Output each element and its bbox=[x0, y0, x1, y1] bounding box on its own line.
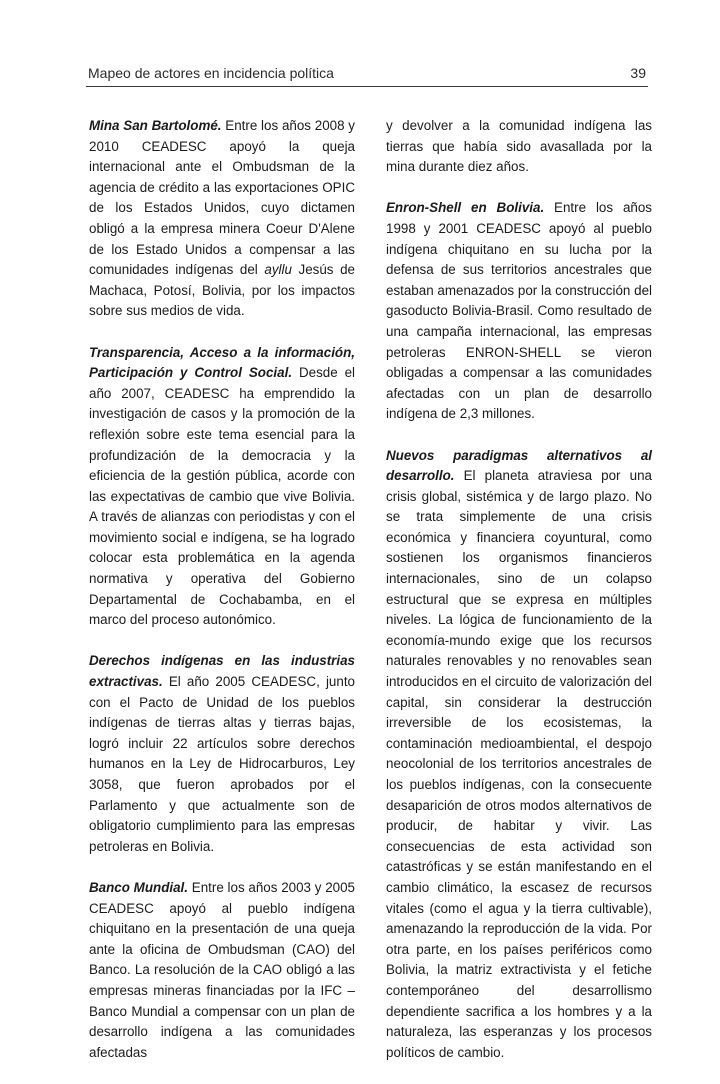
paragraph-text: Desde el año 2007, CEADESC ha emprendido la investigación de casos y la promoción de la reflexión sobre este tema esencial para la profundización de la democracia y la eficiencia de la gestión pública, acorde con las expectativas de cambio que vive Bolivia. A través de alianzas con periodistas y con el movimiento social e indígena, se ha logrado colocar esta problemática en la agenda normativa y operativa del Gobierno Departamental de Cochabamba, en el marco del proceso autonómico. bbox=[89, 365, 355, 628]
paragraph-derechos-indigenas bbox=[89, 651, 355, 857]
paragraph-enron-shell bbox=[386, 198, 652, 425]
paragraph-text: Entre los años 2003 y 2005 CEADESC apoyó al pueblo indígena chiquitano en la presentación de una queja ante la oficina de Ombudsman (CAO) del Banco. La resolución de la CAO obligó a las empresas mineras financiadas por la IFC – Banco Mundial a compensar con un plan de desarrollo indígena a las comunidades afectadas bbox=[89, 879, 355, 1060]
running-header bbox=[86, 60, 648, 87]
right-column bbox=[386, 116, 652, 1084]
page-number: 39 bbox=[630, 65, 646, 81]
paragraph-transparencia bbox=[89, 343, 355, 631]
paragraph-text: Entre los años 2008 y 2010 CEADESC apoyó la queja internacional ante el Ombudsman de la agencia de crédito a las exportaciones OPIC de los Estados Unidos, cuyo dictamen obligó a la empresa minera Coeur D'Alene de los Estado Unidos a compensar a las comunidades indígenas del bbox=[89, 118, 355, 278]
paragraph-banco-mundial bbox=[89, 878, 355, 1063]
header-title: Mapeo de actores en incidencia política bbox=[88, 65, 334, 81]
paragraph-nuevos-paradigmas bbox=[386, 446, 652, 1064]
paragraph-text: El año 2005 CEADESC, junto con el Pacto de Unidad de los pueblos indígenas de tierras altas y tierras bajas, logró incluir 22 artículos sobre derechos humanos en la Ley de Hidrocarburos, Ley 3058, que fueron aprobados por el Parlamento y que actualmente son de obligatorio cumplimiento para las empresas petroleras en Bolivia. bbox=[89, 674, 355, 854]
left-column bbox=[89, 116, 355, 1084]
paragraph-text: Entre los años 1998 y 2001 CEADESC apoyó al pueblo indígena chiquitano en su lucha por la defensa de sus territorios ancestrales que estaban amenazados por la construcción del gasoducto Bolivia-Brasil. Como resultado de una campaña internacional, las empresas petroleras ENRON-SHELL se vieron obligadas a compensar a las comunidades afectadas con un plan de desarrollo indígena de 2,3 millones. bbox=[386, 200, 652, 422]
paragraph-heading: Mina San Bartolomé. bbox=[89, 118, 222, 133]
paragraph-continuation bbox=[386, 116, 652, 178]
paragraph-italic-term: ayllu bbox=[264, 262, 292, 278]
paragraph-text: Jesús de Machaca, Potosí, Bolivia, por los impactos sobre sus medios de vida. bbox=[89, 262, 355, 319]
paragraph-text: y devolver a la comunidad indígena las tierras que había sido avasallada por la mina durante diez años. bbox=[386, 118, 652, 175]
paragraph-heading: Enron-Shell en Bolivia. bbox=[386, 200, 545, 216]
paragraph-mina-san-bartolome bbox=[89, 116, 355, 322]
paragraph-text: El planeta atraviesa por una crisis global, sistémica y de largo plazo. No se trata simplemente de una crisis económica y financiera coyuntural, como sostienen los organismos financieros internacionales, sino de un colapso estructural que se expresa en múltiples niveles. La lógica de funcionamiento de la economía-mundo exige que los recursos naturales renovables y no renovables sean introducidos en el circuito de valorización del capital, sin considerar la destrucción irreversible de los ecosistemas, la contaminación medioambiental, el despojo neocolonial de los territorios ancestrales de los pueblos indígenas, con la consecuente desaparición de otros modos alternativos de producir, de habitar y vivir. Las consecuencias de esta actividad son catastróficas y se están manifestando en el cambio climático, la escasez de recursos vitales (como el agua y la tierra cultivable), amenazando la reproducción de la vida. Por otra parte, en los países periféricos como Bolivia, la matriz extractivista y el fetiche contemporáneo del desarrollismo dependiente sacrifica a los hombres y a la naturaleza, las esperanzas y los procesos políticos de cambio. bbox=[386, 468, 652, 1060]
paragraph-heading: Derechos indígenas en las industrias extractivas. bbox=[89, 653, 355, 690]
paragraph-heading: Nuevos paradigmas alternativos al desarrollo. bbox=[386, 447, 652, 484]
paragraph-heading: Banco Mundial. bbox=[89, 879, 188, 895]
paragraph-heading: Transparencia, Acceso a la información, Participación y Control Social. bbox=[89, 344, 355, 381]
